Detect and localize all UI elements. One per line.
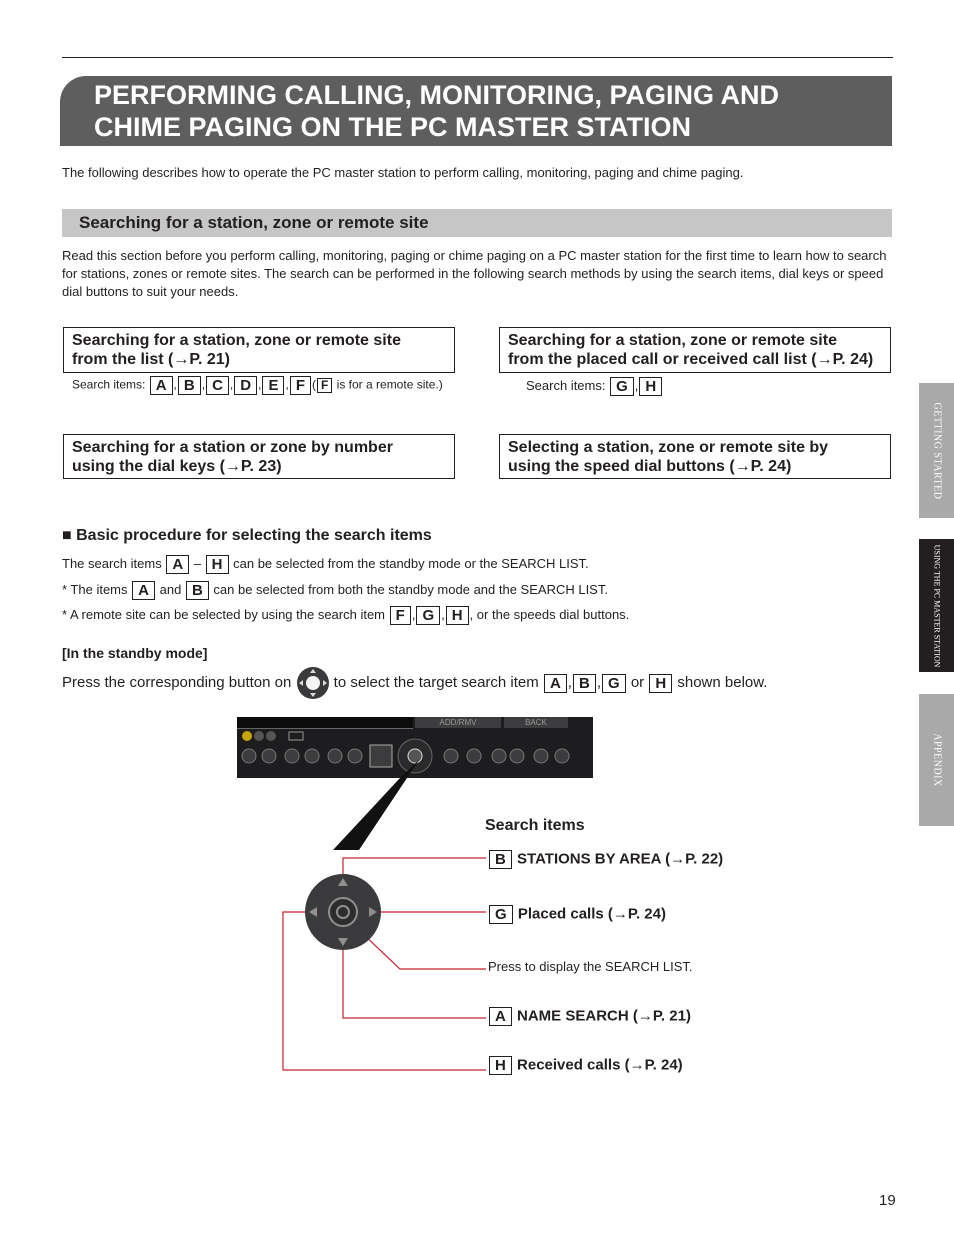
key-f: F [290,376,311,395]
search-items-title: Search items [485,817,585,834]
key-h: H [649,674,672,693]
key-e: E [262,376,284,395]
key-a: A [166,555,189,574]
key-b: B [186,581,209,600]
key-h: H [639,377,662,396]
key-f: F [317,378,332,393]
key-a: A [544,674,567,693]
key-b: B [489,850,512,869]
text: * A remote site can be selected by using the search item [62,607,386,622]
search-items-label: Search items: [526,378,606,393]
search-item-label: Placed calls (→P. 24) [517,905,666,923]
key-c: C [206,376,229,395]
text: * The items [62,582,128,597]
tab-using-pc-master-station[interactable] [919,539,954,672]
key-h: H [489,1056,512,1075]
tab-label: USING THE PC MASTER STATION [932,544,941,667]
press-note: Press to display the SEARCH LIST. [488,959,693,974]
key-g: G [610,377,634,396]
text: , or the speeds dial buttons. [469,607,630,622]
key-a: A [132,581,155,600]
text: Press the corresponding button on [62,674,292,691]
text: or [630,674,645,691]
dash: – [193,556,202,571]
intro-text: The following describes how to operate the PC master station to perform calling, monitoring, paging and chime paging. [62,165,744,180]
method-box-line: Searching for a station or zone by number [72,439,393,456]
tab-label: GETTING STARTED [931,402,942,499]
list-search-items: Search items: A , B , C , D , E , F ( F is for a remote site.) [72,377,443,394]
key-a: A [150,376,173,395]
pointer-wedge [333,760,419,850]
search-item-g [488,905,666,924]
text: can be selected from the standby mode or the SEARCH LIST. [233,556,589,571]
text: and [159,582,182,597]
method-box-line: from the list (→P. 21) [72,351,230,368]
key-d: D [234,376,257,395]
section-paragraph: Read this section before you perform calling, monitoring, paging or chime paging on a PC master station for the first time to learn how to search for stations, zones or remote sites. The search can be performed in the following search methods by using the search items, dial keys or speed dial buttons to suit your needs. [62,248,887,299]
text: to select the target search item [333,674,539,691]
standby-instruction: Press the corresponding button on to select the target search item A , B , G or H shown below. [62,663,767,703]
title-line-1: PERFORMING CALLING, MONITORING, PAGING AND [94,80,779,110]
key-g: G [416,606,440,625]
method-box-line: Searching for a station, zone or remote site [72,332,401,349]
search-item-a [488,1007,691,1026]
key-b: B [178,376,201,395]
search-item-h [488,1056,683,1075]
add-rmv-button[interactable]: ADD/RMV [415,717,501,728]
standby-heading: [In the standby mode] [62,645,208,661]
method-box-line: using the dial keys (→P. 23) [72,458,282,475]
key-h: H [446,606,469,625]
call-list-search-items: Search items: G , H [526,377,663,396]
search-item-label: Received calls (→P. 24) [517,1056,683,1074]
key-f: F [390,606,411,625]
text: can be selected from both the standby mode and the SEARCH LIST. [213,582,608,597]
basic-procedure-heading: ■ Basic procedure for selecting the search items [62,527,432,544]
key-g: G [489,905,513,924]
basic-line-3: * A remote site can be selected by using the search item F , G , H , or the speeds dial buttons. [62,607,630,625]
tab-appendix[interactable] [919,694,954,826]
tab-label: APPENDIX [931,733,942,787]
method-box-line: using the speed dial buttons (→P. 24) [508,458,792,475]
key-b: B [573,674,596,693]
back-button[interactable]: BACK [504,717,568,728]
page-number: 19 [879,1192,896,1209]
method-box-line: Selecting a station, zone or remote site by [508,439,829,456]
text: The search items [62,556,162,571]
text: shown below. [677,674,768,691]
title-line-2: CHIME PAGING ON THE PC MASTER STATION [94,112,692,142]
tab-getting-started[interactable] [919,383,954,518]
search-item-label: STATIONS BY AREA (→P. 22) [517,850,724,868]
search-items-label: Search items: [72,377,146,392]
nav-button-enlarged [303,872,383,952]
key-h: H [206,555,229,574]
section-title: Searching for a station, zone or remote site [79,213,429,232]
search-item-label: NAME SEARCH (→P. 21) [517,1007,691,1025]
remote-note: is for a remote site.) [336,377,443,392]
search-item-b [488,850,723,869]
method-box-line: Searching for a station, zone or remote site [508,332,837,349]
key-a: A [489,1007,512,1026]
key-g: G [602,674,626,693]
method-box-line: from the placed call or received call list (→P. 24) [508,351,874,368]
